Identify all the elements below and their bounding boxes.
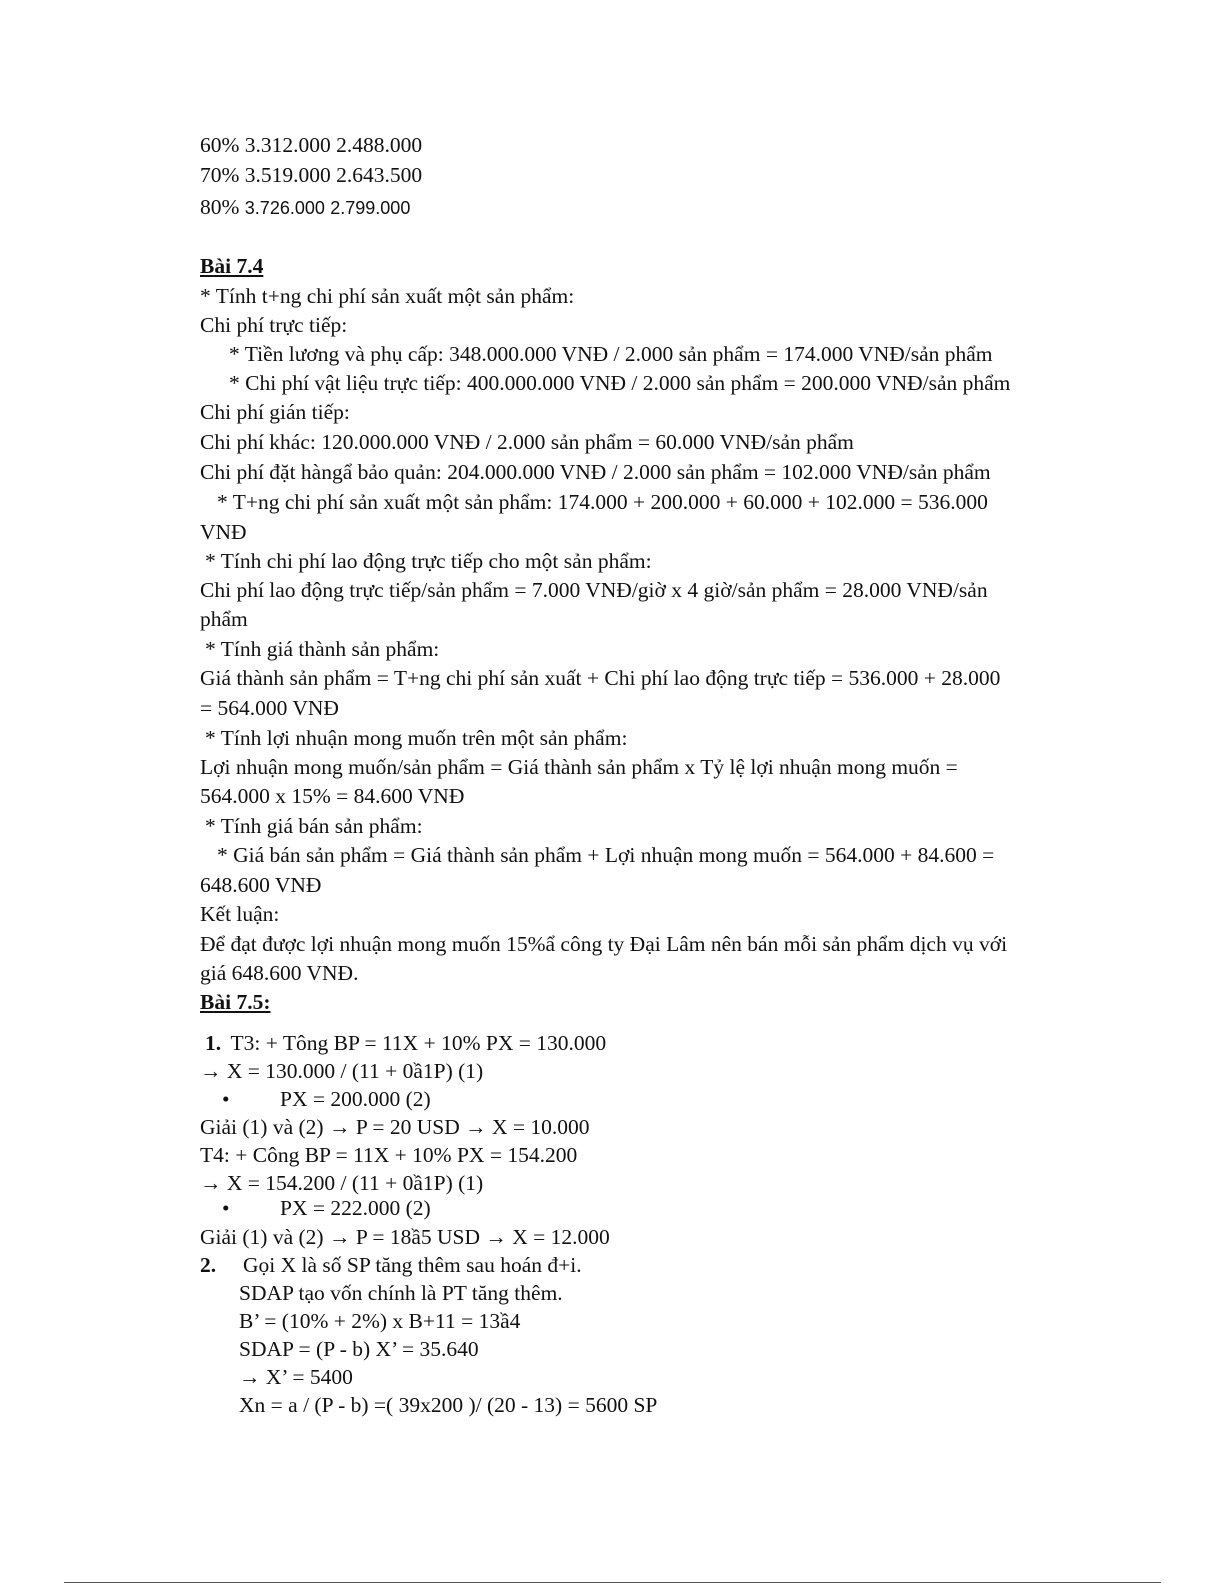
- text-line: * T+ng chi phí sản xuất một sản phẩm: 174.000 + 200.000 + 60.000 + 102.000 = 536.000: [217, 490, 988, 514]
- list-number: 2.: [200, 1253, 217, 1277]
- page-bottom-rule: [64, 1582, 1161, 1583]
- text-line: T4: + Công BP = 11X + 10% PX = 154.200: [200, 1143, 578, 1167]
- list-number: 1.: [205, 1031, 222, 1055]
- bullet-marker: •: [222, 1196, 230, 1220]
- text-line: Chi phí gián tiếp:: [200, 400, 350, 424]
- list-item-1: [205, 1029, 606, 1057]
- text-line: Xn = a / (P - b) =( 39x200 )/ (20 - 13) = 5600 SP: [239, 1393, 658, 1417]
- table-row-80: [200, 193, 410, 221]
- row-value-b: 2.799.000: [330, 198, 411, 218]
- text-line: → X = 154.200 / (11 + 0ầ1P) (1): [200, 1171, 484, 1195]
- row-value-a: 3.519.000: [244, 163, 331, 187]
- text-line: Chi phí trực tiếp:: [200, 313, 348, 337]
- text-line: = 564.000 VNĐ: [200, 696, 339, 720]
- text-line: PX = 222.000 (2): [280, 1196, 431, 1220]
- text-line: Kết luận:: [200, 902, 280, 926]
- text-line: * Tính t+ng chi phí sản xuất một sản phẩm:: [200, 284, 575, 308]
- table-row-70: [200, 161, 422, 189]
- text-line: * Tính chi phí lao động trực tiếp cho một sản phẩm:: [205, 549, 652, 573]
- text-line: Chi phí khác: 120.000.000 VNĐ / 2.000 sản phẩm = 60.000 VNĐ/sản phẩm: [200, 430, 854, 454]
- row-value-a: 3.726.000: [244, 198, 325, 218]
- row-value-a: 3.312.000: [244, 133, 331, 157]
- row-percent: 70%: [200, 163, 240, 187]
- text-line: * Tính lợi nhuận mong muốn trên một sản phẩm:: [205, 726, 628, 750]
- text-line: Giải (1) và (2) → P = 20 USD → X = 10.000: [200, 1115, 590, 1139]
- section-heading-7-4: Bài 7.4: [200, 254, 264, 278]
- table-row-60: [200, 131, 422, 159]
- text-line: Giá thành sản phẩm = T+ng chi phí sản xuất + Chi phí lao động trực tiếp = 536.000 + 28.000: [200, 666, 1001, 690]
- text-line: * Tính giá bán sản phẩm:: [205, 814, 423, 838]
- section-heading-7-5: Bài 7.5:: [200, 990, 271, 1014]
- text-line: SDAP = (P - b) X’ = 35.640: [239, 1337, 479, 1361]
- text-line: Gọi X là số SP tăng thêm sau hoán đ+i.: [243, 1253, 582, 1277]
- text-line: Chi phí đặt hàngẩ bảo quản: 204.000.000 VNĐ / 2.000 sản phẩm = 102.000 VNĐ/sản phẩm: [200, 460, 991, 484]
- text-line: Để đạt được lợi nhuận mong muốn 15%ẩ công ty Đại Lâm nên bán mỗi sản phẩm dịch vụ với: [200, 932, 1008, 956]
- text-line: Giải (1) và (2) → P = 18ầ5 USD → X = 12.000: [200, 1225, 610, 1249]
- row-percent: 80%: [200, 195, 240, 219]
- text-line: 648.600 VNĐ: [200, 873, 322, 897]
- text-line: * Tiền lương và phụ cấp: 348.000.000 VNĐ / 2.000 sản phẩm = 174.000 VNĐ/sản phẩm: [229, 342, 993, 366]
- text-line: * Chi phí vật liệu trực tiếp: 400.000.000 VNĐ / 2.000 sản phẩm = 200.000 VNĐ/sản phẩm: [229, 371, 1011, 395]
- text-line: → X = 130.000 / (11 + 0ầ1P) (1): [200, 1059, 484, 1083]
- text-line: giá 648.600 VNĐ.: [200, 961, 359, 985]
- text-line: phẩm: [200, 607, 248, 631]
- text-line: B’ = (10% + 2%) x B+11 = 13ầ4: [239, 1309, 521, 1333]
- text-line: SDAP tạo vốn chính là PT tăng thêm.: [239, 1281, 563, 1305]
- text-line: T3: + Tông BP = 11X + 10% PX = 130.000: [230, 1031, 607, 1055]
- row-percent: 60%: [200, 133, 240, 157]
- text-line: Chi phí lao động trực tiếp/sản phẩm = 7.000 VNĐ/giờ x 4 giờ/sản phẩm = 28.000 VNĐ/sản: [200, 578, 988, 602]
- bullet-marker: •: [222, 1087, 230, 1111]
- row-value-b: 2.643.500: [336, 163, 423, 187]
- text-line: → X’ = 5400: [239, 1365, 353, 1389]
- text-line: * Tính giá thành sản phẩm:: [205, 637, 440, 661]
- text-line: Lợi nhuận mong muốn/sản phẩm = Giá thành sản phẩm x Tỷ lệ lợi nhuận mong muốn =: [200, 755, 958, 779]
- text-line: 564.000 x 15% = 84.600 VNĐ: [200, 784, 465, 808]
- text-line: * Giá bán sản phẩm = Giá thành sản phẩm + Lợi nhuận mong muốn = 564.000 + 84.600 =: [217, 843, 995, 867]
- text-line: VNĐ: [200, 520, 247, 544]
- row-value-b: 2.488.000: [336, 133, 423, 157]
- text-line: PX = 200.000 (2): [280, 1087, 431, 1111]
